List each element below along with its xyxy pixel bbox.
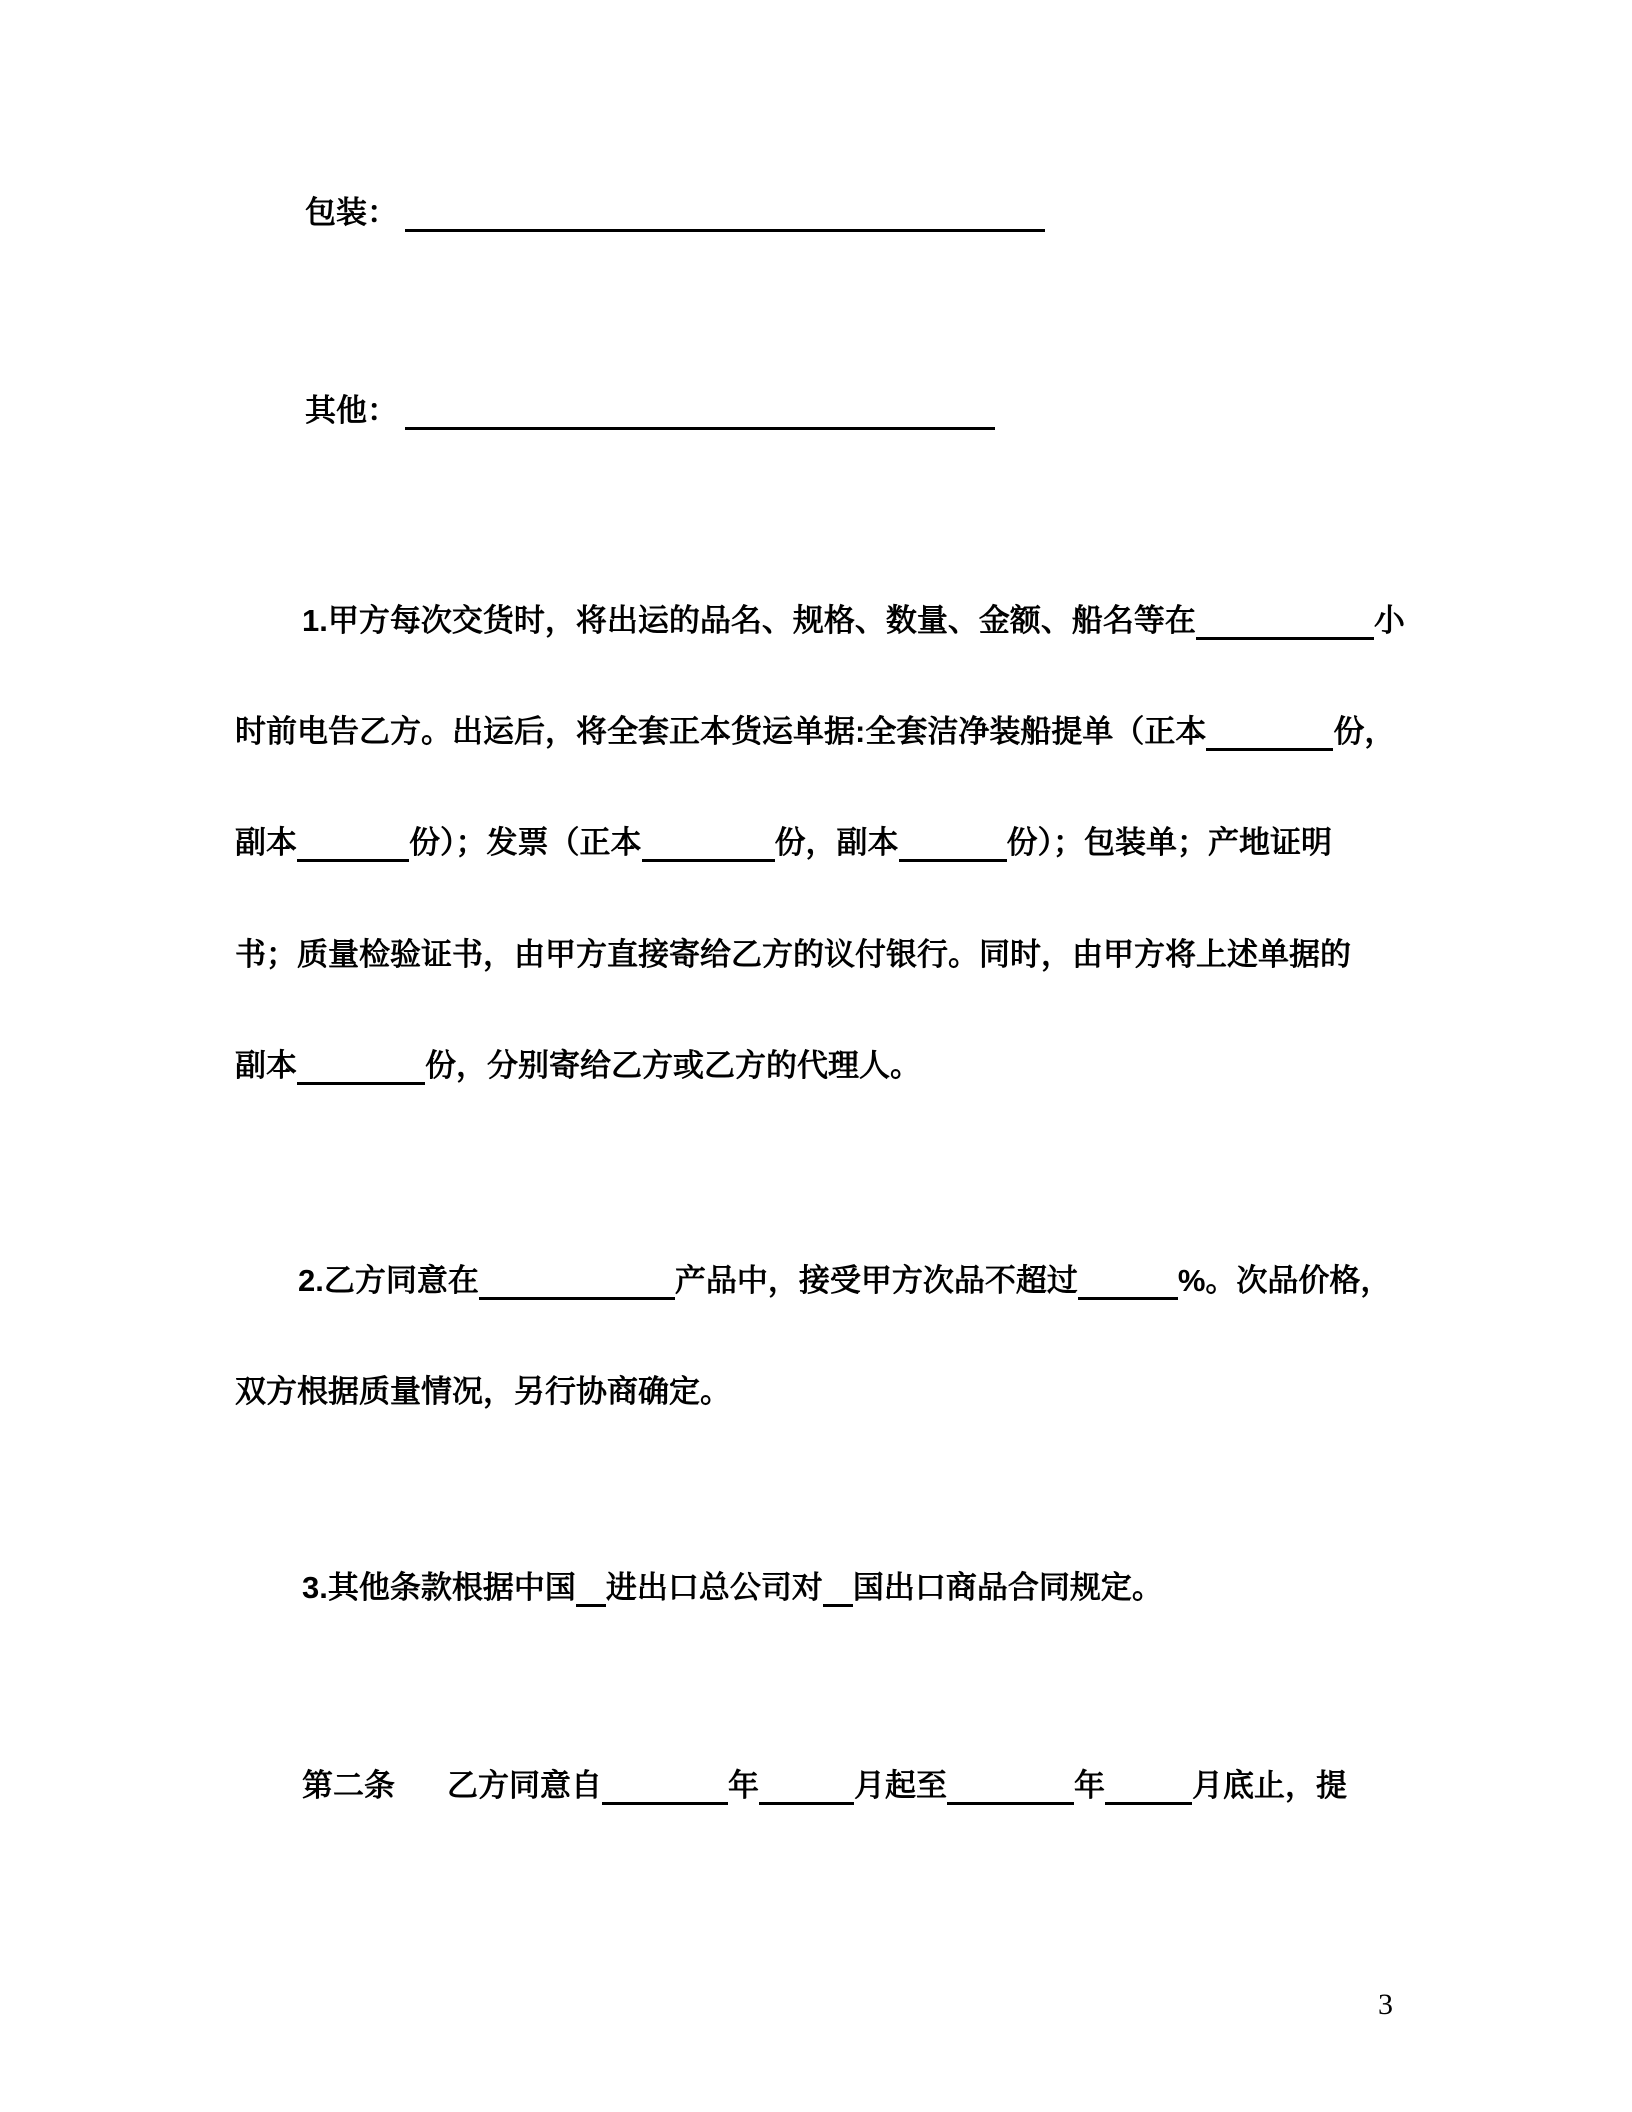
clause1-line5-text-b: 份，分别寄给乙方或乙方的代理人。 (425, 1048, 921, 1083)
article2-text-c: 月起至 (854, 1768, 947, 1803)
clause1-line3-text-a: 副本 (235, 825, 297, 860)
clause1-invoice-original-blank-field (642, 829, 775, 862)
article2-heading: 第二条 (302, 1768, 395, 1803)
article2-text-e: 月底止，提 (1192, 1768, 1347, 1803)
clause2-line2-text: 双方根据质量情况，另行协商确定。 (235, 1374, 731, 1409)
clause1-line1 (302, 601, 1405, 641)
other-label: 其他： (305, 393, 398, 428)
clause3-company-blank-field (576, 1574, 606, 1607)
clause1-bl-original-blank-field (1206, 718, 1333, 751)
article2-start-year-blank-field (602, 1772, 728, 1805)
clause3-text-a: 3.其他条款根据中国 (302, 1570, 576, 1605)
clause1-line1-text-b: 小 (1373, 603, 1405, 638)
clause1-duplicate-copies-blank-field (297, 1052, 425, 1085)
article2-text-b: 年 (728, 1768, 759, 1803)
clause2-percent-blank-field (1078, 1267, 1178, 1300)
clause2-line1-text-b: 产品中，接受甲方次品不超过 (674, 1263, 1078, 1298)
clause3-text-c: 国出口商品合同规定。 (852, 1570, 1163, 1605)
packing-label: 包装： (305, 195, 398, 230)
clause3-country-blank-field (823, 1574, 853, 1607)
clause3-line1 (302, 1568, 1163, 1608)
article2-start-month-blank-field (759, 1772, 854, 1805)
clause1-hours-blank-field (1196, 607, 1374, 640)
clause1-line4 (235, 935, 1351, 975)
article2-heading-gap (395, 1795, 447, 1796)
packing-line (305, 193, 1045, 233)
article2-text-d: 年 (1074, 1768, 1105, 1803)
article2-line1 (302, 1766, 1347, 1806)
clause1-line3-text-c: 份，副本 (774, 825, 899, 860)
clause2-line2 (235, 1372, 731, 1412)
clause1-line2-text-b: 份， (1333, 714, 1396, 749)
clause1-line3-text-d: 份）；包装单；产地证明 (1006, 825, 1332, 860)
other-blank-field (405, 397, 995, 430)
article2-end-month-blank-field (1105, 1772, 1192, 1805)
clause1-bl-copies-blank-field (297, 829, 409, 862)
clause1-line2-text-a: 时前电告乙方。出运后，将全套正本货运单据:全套洁净装船提单（正本 (235, 714, 1207, 749)
clause1-line3 (235, 823, 1332, 863)
article2-end-year-blank-field (947, 1772, 1074, 1805)
clause1-line5 (235, 1046, 921, 1086)
clause2-product-blank-field (479, 1267, 675, 1300)
clause1-line2 (235, 712, 1395, 752)
page-number: 3 (1378, 1988, 1393, 2021)
other-line (305, 391, 995, 431)
clause2-line1-text-c: %。次品价格， (1177, 1263, 1392, 1298)
clause3-text-b: 进出口总公司对 (605, 1570, 823, 1605)
clause1-line4-text: 书；质量检验证书，由甲方直接寄给乙方的议付银行。同时，由甲方将上述单据的 (235, 937, 1351, 972)
packing-blank-field (405, 199, 1045, 232)
clause2-line1 (298, 1261, 1391, 1301)
clause2-line1-text-a: 2.乙方同意在 (298, 1263, 479, 1298)
clause1-invoice-copies-blank-field (899, 829, 1007, 862)
clause1-line5-text-a: 副本 (235, 1048, 297, 1083)
clause1-line3-text-b: 份）；发票（正本 (409, 825, 642, 860)
article2-text-a: 乙方同意自 (447, 1768, 602, 1803)
clause1-line1-text-a: 1.甲方每次交货时，将出运的品名、规格、数量、金额、船名等在 (302, 603, 1196, 638)
